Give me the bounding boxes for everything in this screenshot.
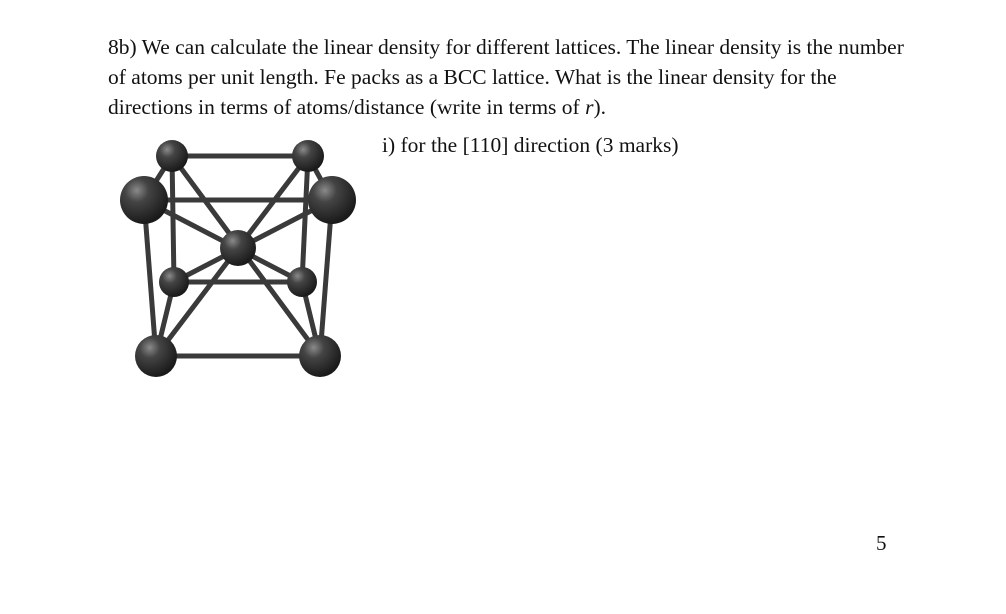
- question-part-1: 8b) We can calculate the linear density for different lattices. The linear density is the number of atoms per unit length. Fe packs as a BCC lattice. What is the linear density for the directions in terms of atoms/distance (write in terms of: [108, 35, 904, 119]
- question-text: [108, 32, 908, 122]
- atom: [299, 335, 341, 377]
- atom: [156, 140, 188, 172]
- atom: [287, 267, 317, 297]
- atom-center: [220, 230, 256, 266]
- atom: [159, 267, 189, 297]
- atom: [135, 335, 177, 377]
- question-variable: r: [585, 95, 594, 119]
- subquestion-text: i) for the [110] direction (3 marks): [382, 133, 679, 157]
- question-part-2: ).: [593, 95, 606, 119]
- bond: [172, 156, 174, 282]
- atom: [120, 176, 168, 224]
- atom: [308, 176, 356, 224]
- bond: [302, 156, 308, 282]
- page-number: 5: [876, 531, 887, 555]
- atom: [292, 140, 324, 172]
- bcc-unit-cell-icon: [110, 130, 370, 390]
- bcc-lattice-figure: [110, 130, 370, 390]
